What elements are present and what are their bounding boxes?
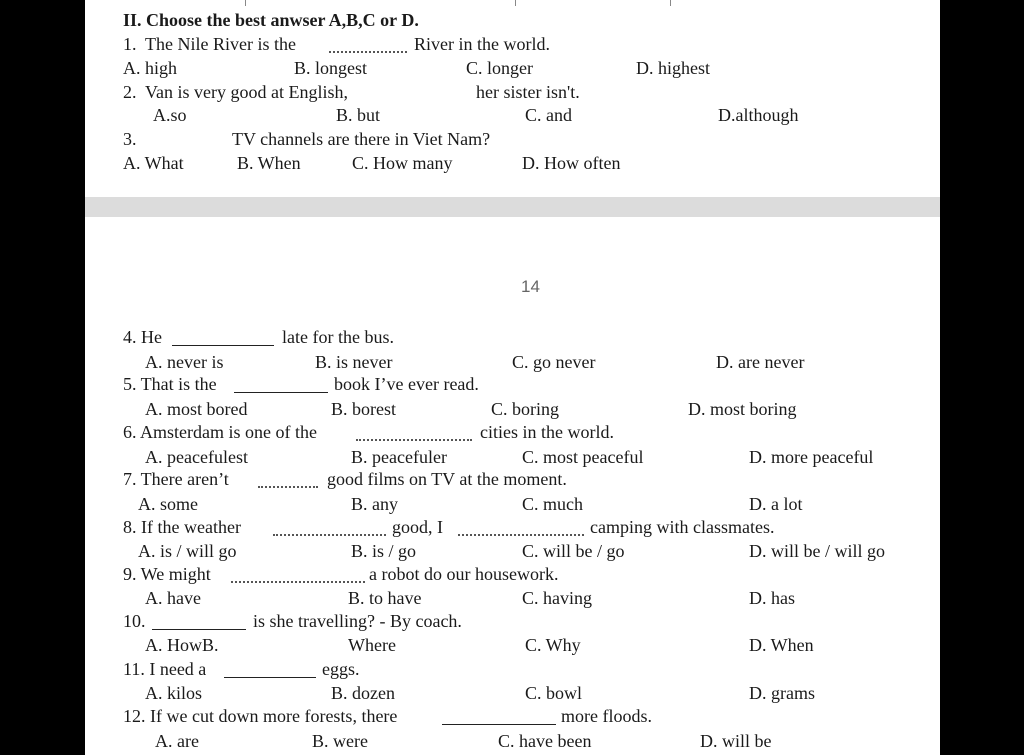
option-c: C. will be / go	[522, 541, 625, 561]
question-stem-after: a robot do our housework.	[369, 564, 559, 584]
answer-blank	[231, 579, 365, 583]
option-a: A. What	[123, 153, 184, 173]
option-b: B. to have	[348, 588, 422, 608]
option-a: A. some	[138, 494, 198, 514]
option-c: C. much	[522, 494, 583, 514]
table-border	[670, 0, 671, 6]
question-stem-after: book I’ve ever read.	[334, 374, 479, 394]
question-stem-after: her sister isn't.	[476, 82, 580, 102]
question-stem: 4. He	[123, 327, 162, 347]
option-d: D. grams	[749, 683, 815, 703]
option-c: C. and	[525, 105, 572, 125]
option-d: D. will be	[700, 731, 772, 751]
option-a: A. high	[123, 58, 177, 78]
option-c: C. go never	[512, 352, 596, 372]
question-stem: 6. Amsterdam is one of the	[123, 422, 317, 442]
answer-blank	[356, 437, 472, 441]
question-stem-after: River in the world.	[414, 34, 550, 54]
table-border	[515, 0, 516, 6]
question-stem-after: good films on TV at the moment.	[327, 469, 567, 489]
page-number: 14	[521, 277, 540, 296]
question-stem: The Nile River is the	[145, 34, 296, 54]
question-stem: 9. We might	[123, 564, 211, 584]
option-c: C. boring	[491, 399, 560, 419]
answer-blank	[273, 532, 386, 536]
option-a: A.so	[153, 105, 187, 125]
page-gap	[85, 197, 940, 217]
option-c: C. How many	[352, 153, 453, 173]
answer-blank	[152, 629, 246, 630]
answer-blank	[224, 677, 316, 678]
question-stem-after: eggs.	[322, 659, 360, 679]
option-c: C. bowl	[525, 683, 583, 703]
option-d: D. will be / will go	[749, 541, 885, 561]
option-c: C. longer	[466, 58, 533, 78]
option-b: B. dozen	[331, 683, 395, 703]
section-heading: II. Choose the best anwser A,B,C or D.	[123, 10, 419, 30]
question-stem: Van is very good at English,	[145, 82, 348, 102]
option-b: B. is never	[315, 352, 393, 372]
option-b: B. longest	[294, 58, 368, 78]
answer-blank	[329, 49, 407, 53]
option-d: D. more peaceful	[749, 447, 874, 467]
option-b: B. When	[237, 153, 301, 173]
question-stem-after: more floods.	[561, 706, 652, 726]
question-stem-mid: good, I	[392, 517, 443, 537]
option-b: B. peacefuler	[351, 447, 447, 467]
option-d: D.although	[718, 105, 799, 125]
question-stem: 8. If the weather	[123, 517, 241, 537]
option-a: A. HowB.	[145, 635, 219, 655]
option-b: B. borest	[331, 399, 396, 419]
option-c: C. have been	[498, 731, 592, 751]
option-a: A. have	[145, 588, 201, 608]
question-stem-after: cities in the world.	[480, 422, 614, 442]
option-a: A. kilos	[145, 683, 203, 703]
option-a: A. peacefulest	[145, 447, 248, 467]
option-a: A. most bored	[145, 399, 248, 419]
question-stem: 7. There aren’t	[123, 469, 229, 489]
answer-blank	[258, 484, 318, 488]
option-d: D. most boring	[688, 399, 797, 419]
option-d: D. are never	[716, 352, 805, 372]
option-a: A. is / will go	[138, 541, 237, 561]
option-d: D. How often	[522, 153, 621, 173]
question-stem: 12. If we cut down more forests, there	[123, 706, 398, 726]
option-b: Where	[348, 635, 396, 655]
question-stem-after: camping with classmates.	[590, 517, 775, 537]
option-b: B. but	[336, 105, 381, 125]
question-stem: 10.	[123, 611, 146, 631]
option-d: D. highest	[636, 58, 710, 78]
question-number: 3.	[123, 129, 137, 149]
question-stem-after: is she travelling? - By coach.	[253, 611, 462, 631]
question-stem: 5. That is the	[123, 374, 217, 394]
question-stem-after: late for the bus.	[282, 327, 394, 347]
question-number: 2.	[123, 82, 137, 102]
option-d: D. a lot	[749, 494, 803, 514]
question-stem-after: TV channels are there in Viet Nam?	[232, 129, 491, 149]
answer-blank	[458, 532, 584, 536]
option-a: A. never is	[145, 352, 224, 372]
question-number: 1.	[123, 34, 137, 54]
option-d: D. has	[749, 588, 795, 608]
answer-blank	[234, 392, 328, 393]
option-c: C. most peaceful	[522, 447, 644, 467]
option-b: B. is / go	[351, 541, 417, 561]
answer-blank	[442, 724, 556, 725]
question-stem: 11. I need a	[123, 659, 207, 679]
option-b: B. were	[312, 731, 368, 751]
option-c: C. Why	[525, 635, 581, 655]
option-c: C. having	[522, 588, 592, 608]
option-b: B. any	[351, 494, 398, 514]
answer-blank	[172, 345, 274, 346]
table-border	[245, 0, 246, 6]
option-a: A. are	[155, 731, 199, 751]
option-d: D. When	[749, 635, 814, 655]
